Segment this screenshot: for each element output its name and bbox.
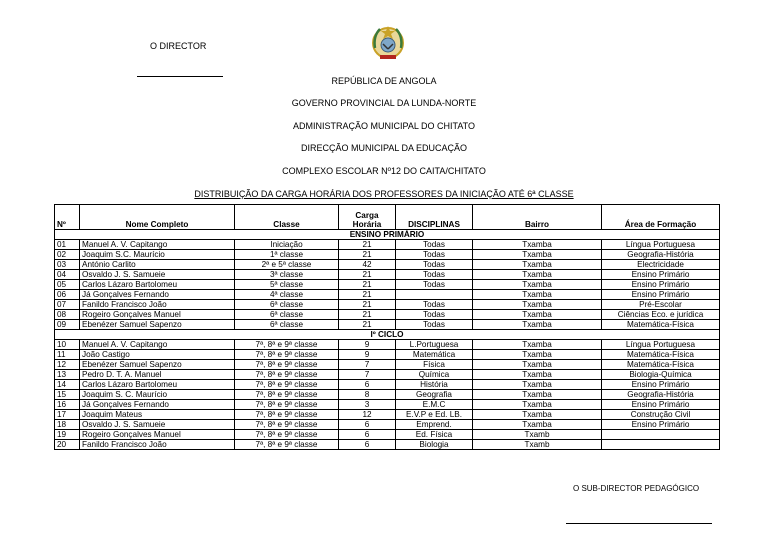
cell-training-area: Construção Civil [602,410,720,420]
cell-name: António Carlito [80,260,235,270]
section-header-row [55,230,720,240]
table-row [55,290,720,300]
cell-subjects: Todas [396,300,473,310]
cell-neighborhood: Txamba [473,410,602,420]
cell-training-area: Ensino Primário [602,270,720,280]
cell-neighborhood: Txamba [473,390,602,400]
table-row [55,240,720,250]
cell-class: 7ª, 8ª e 9ª classe [235,350,339,360]
cell-num: 13 [55,370,80,380]
cell-training-area: Matemática-Física [602,360,720,370]
workload-table [54,204,720,450]
cell-class: 6ª classe [235,320,339,330]
cell-workload: 7 [339,360,396,370]
cell-class: 4ª classe [235,290,339,300]
cell-name: Osvaldo J. S. Samueie [80,270,235,280]
table-row [55,430,720,440]
cell-num: 12 [55,360,80,370]
cell-neighborhood: Txamba [473,360,602,370]
cell-neighborhood: Txamba [473,240,602,250]
cell-class: 7ª, 8ª e 9ª classe [235,390,339,400]
cell-subjects: Todas [396,260,473,270]
cell-num: 09 [55,320,80,330]
cell-subjects: Matemática [396,350,473,360]
cell-num: 04 [55,270,80,280]
cell-subjects: Todas [396,280,473,290]
cell-name: Manuel A. V. Capitango [80,340,235,350]
cell-subjects: Química [396,370,473,380]
table-row [55,440,720,450]
cell-neighborhood: Txamba [473,260,602,270]
cell-class: 1ª classe [235,250,339,260]
table-row [55,360,720,370]
col-header-class: Classe [235,205,339,230]
cell-workload: 6 [339,420,396,430]
cell-num: 08 [55,310,80,320]
subdirector-signature-line [566,523,712,524]
cell-class: Iniciação [235,240,339,250]
cell-neighborhood: Txamba [473,320,602,330]
cell-subjects: Todas [396,320,473,330]
cell-workload: 12 [339,410,396,420]
cell-name: Ebenézer Samuel Sapenzo [80,320,235,330]
cell-class: 7ª, 8ª e 9ª classe [235,410,339,420]
cell-neighborhood: Txamba [473,280,602,290]
cell-training-area: Ciências Eco. e jurídica [602,310,720,320]
cell-class: 6ª classe [235,300,339,310]
cell-neighborhood: Txamba [473,380,602,390]
cell-training-area: Ensino Primário [602,280,720,290]
cell-num: 05 [55,280,80,290]
cell-neighborhood: Txamb [473,440,602,450]
cell-neighborhood: Txamba [473,310,602,320]
cell-class: 7ª, 8ª e 9ª classe [235,400,339,410]
cell-workload: 21 [339,250,396,260]
table-row [55,350,720,360]
cell-subjects: L.Portuguesa [396,340,473,350]
cell-class: 7ª, 8ª e 9ª classe [235,340,339,350]
cell-workload: 6 [339,440,396,450]
table-row [55,370,720,380]
cell-num: 15 [55,390,80,400]
cell-subjects: Todas [396,310,473,320]
cell-neighborhood: Txamba [473,400,602,410]
cell-workload: 21 [339,290,396,300]
cell-name: Osvaldo J. S. Samueie [80,420,235,430]
cell-name: João Castigo [80,350,235,360]
cell-name: Carlos Lázaro Bartolomeu [80,380,235,390]
cell-neighborhood: Txamba [473,350,602,360]
table-row [55,380,720,390]
table-row [55,410,720,420]
cell-class: 7ª, 8ª e 9ª classe [235,360,339,370]
cell-subjects: Geografia [396,390,473,400]
cell-num: 01 [55,240,80,250]
cell-subjects: Todas [396,270,473,280]
cell-subjects: Biologia [396,440,473,450]
cell-subjects: Ed. Física [396,430,473,440]
cell-num: 18 [55,420,80,430]
cell-subjects: E.V.P e Ed. LB. [396,410,473,420]
cell-class: 7ª, 8ª e 9ª classe [235,380,339,390]
cell-subjects: História [396,380,473,390]
table-row [55,270,720,280]
cell-name: Pedro D. T. A. Manuel [80,370,235,380]
cell-name: Rogeiro Gonçalves Manuel [80,310,235,320]
cell-neighborhood: Txamba [473,250,602,260]
cell-training-area: Ensino Primário [602,380,720,390]
cell-workload: 42 [339,260,396,270]
cell-name: Já Gonçalves Fernando [80,290,235,300]
cell-workload: 6 [339,380,396,390]
cell-class: 6ª classe [235,310,339,320]
cell-workload: 9 [339,340,396,350]
cell-name: Já Gonçalves Fernando [80,400,235,410]
cell-workload: 8 [339,390,396,400]
cell-training-area: Geografia-História [602,250,720,260]
cell-training-area [602,430,720,440]
cell-class: 7ª, 8ª e 9ª classe [235,440,339,450]
header-line-direction: DIRECÇÃO MUNICIPAL DA EDUCAÇÃO [300,143,468,153]
cell-name: Joaquim Mateus [80,410,235,420]
cell-name: Carlos Lázaro Bartolomeu [80,280,235,290]
section-header-row [55,330,720,340]
cell-training-area: Electricidade [602,260,720,270]
cell-class: 7ª, 8ª e 9ª classe [235,370,339,380]
table-row [55,300,720,310]
cell-neighborhood: Txamb [473,430,602,440]
cell-name: Ebenézer Samuel Sapenzo [80,360,235,370]
cell-num: 14 [55,380,80,390]
cell-training-area: Biologia-Química [602,370,720,380]
table-row [55,260,720,270]
cell-num: 07 [55,300,80,310]
col-header-training-area: Área de Formação [602,205,720,230]
cell-training-area: Língua Portuguesa [602,340,720,350]
table-row [55,250,720,260]
cell-training-area [602,440,720,450]
header-line-school: COMPLEXO ESCOLAR Nº12 DO CAITA/CHITATO [282,166,486,176]
table-row [55,400,720,410]
cell-class: 5ª classe [235,280,339,290]
cell-training-area: Matemática-Física [602,320,720,330]
angola-coat-of-arms-icon [368,22,408,62]
cell-workload: 3 [339,400,396,410]
cell-training-area: Ensino Primário [602,400,720,410]
subdirector-label: O SUB-DIRECTOR PEDAGÓGICO [573,484,700,493]
cell-class: 7ª, 8ª e 9ª classe [235,430,339,440]
director-label: O DIRECTOR [150,41,207,51]
cell-subjects: Todas [396,250,473,260]
cell-num: 11 [55,350,80,360]
cell-subjects: Todas [396,240,473,250]
cell-neighborhood: Txamba [473,370,602,380]
cell-name: Joaquim S.C. Maurício [80,250,235,260]
table-row [55,280,720,290]
cell-training-area: Geografia-História [602,390,720,400]
col-header-neighborhood: Bairro [473,205,602,230]
cell-neighborhood: Txamba [473,300,602,310]
cell-workload: 9 [339,350,396,360]
cell-neighborhood: Txamba [473,290,602,300]
cell-workload: 21 [339,270,396,280]
cell-name: Fanildo Francisco João [80,440,235,450]
cell-name: Manuel A. V. Capitango [80,240,235,250]
cell-subjects: Emprend. [396,420,473,430]
header-line-republic: REPÚBLICA DE ANGOLA [331,76,437,86]
cell-training-area: Pré-Escolar [602,300,720,310]
col-header-num: Nº [55,205,80,230]
cell-training-area: Língua Portuguesa [602,240,720,250]
cell-num: 02 [55,250,80,260]
table-row [55,310,720,320]
col-header-workload: Carga Horária [339,205,396,230]
cell-subjects: Física [396,360,473,370]
table-row [55,420,720,430]
cell-neighborhood: Txamba [473,340,602,350]
cell-name: Joaquim S. C. Maurício [80,390,235,400]
section-title: Iº CICLO [55,330,720,340]
cell-num: 16 [55,400,80,410]
cell-workload: 21 [339,280,396,290]
cell-training-area: Ensino Primário [602,290,720,300]
cell-num: 19 [55,430,80,440]
cell-workload: 21 [339,240,396,250]
header-line-government: GOVERNO PROVINCIAL DA LUNDA-NORTE [291,98,477,108]
cell-num: 06 [55,290,80,300]
cell-workload: 21 [339,300,396,310]
cell-class: 3ª classe [235,270,339,280]
cell-training-area: Ensino Primário [602,420,720,430]
cell-workload: 21 [339,310,396,320]
cell-subjects: E.M.C [396,400,473,410]
header-line-administration: ADMINISTRAÇÃO MUNICIPAL DO CHITATO [292,121,475,131]
table-row [55,320,720,330]
cell-subjects [396,290,473,300]
cell-name: Fanildo Francisco João [80,300,235,310]
col-header-subjects: DISCIPLINAS [396,205,473,230]
col-header-name: Nome Completo [80,205,235,230]
cell-name: Rogeiro Gonçalves Manuel [80,430,235,440]
cell-num: 17 [55,410,80,420]
table-row [55,340,720,350]
cell-num: 03 [55,260,80,270]
cell-class: 7ª, 8ª e 9ª classe [235,420,339,430]
cell-neighborhood: Txamba [473,420,602,430]
cell-num: 10 [55,340,80,350]
cell-neighborhood: Txamba [473,270,602,280]
cell-workload: 21 [339,320,396,330]
cell-class: 2ª e 5ª classe [235,260,339,270]
section-title: ENSINO PRIMÁRIO [55,230,720,240]
document-title: DISTRIBUIÇÃO DA CARGA HORÁRIA DOS PROFESSORES DA INICIAÇÃO ATÉ 6ª CLASSE [194,189,574,199]
cell-workload: 6 [339,430,396,440]
table-row [55,390,720,400]
cell-workload: 7 [339,370,396,380]
cell-training-area: Matemática-Física [602,350,720,360]
cell-num: 20 [55,440,80,450]
